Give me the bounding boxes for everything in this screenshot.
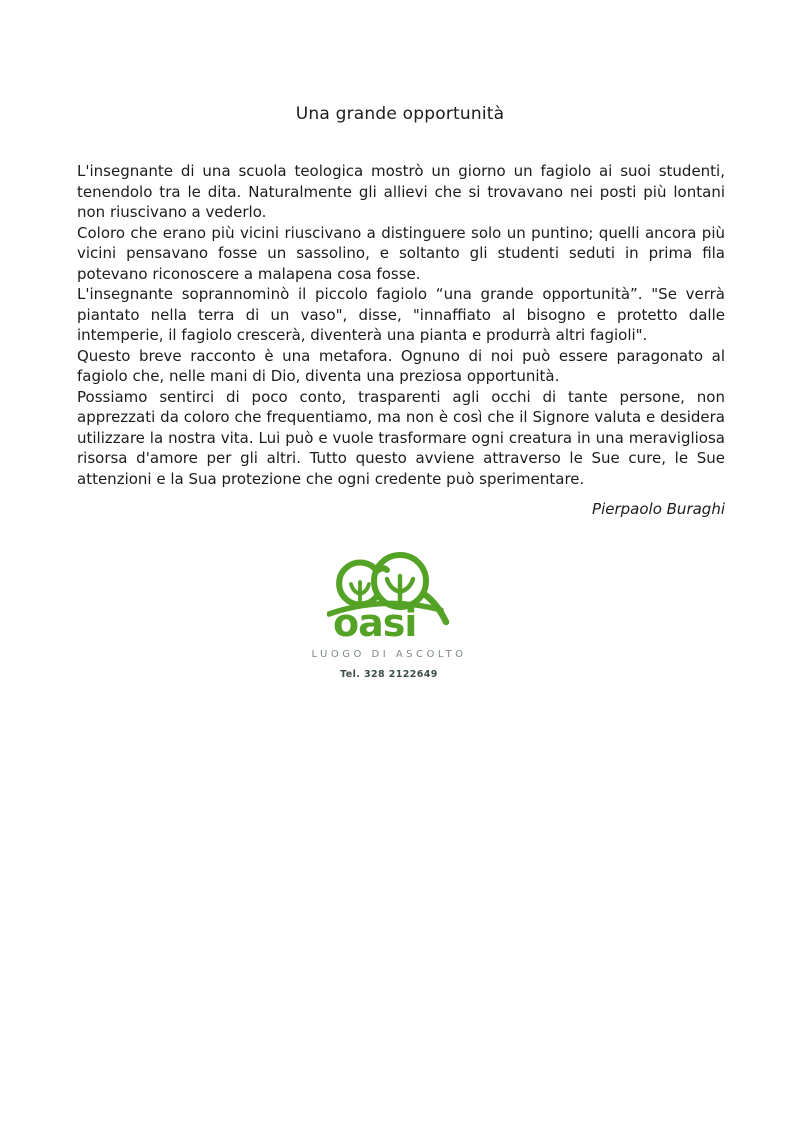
body-paragraph-4: Questo breve racconto è una metafora. Ognuno di noi può essere paragonato al fagiolo che, nelle mani di Dio, diventa una preziosa opportunità. <box>77 346 725 386</box>
body-paragraph-5: Possiamo sentirci di poco conto, trasparenti agli occhi di tante persone, non apprezzati da coloro che frequentiamo, ma non è così che il Signore valuta e desidera utilizzare la nostra vita. Lui può e vuole trasformare ogni creatura in una meravigliosa risorsa d'amore per gli altri. Tutto questo avviene attraverso le Sue cure, le Sue attenzioni e la Sua protezione che ogni credente può sperimentare. <box>77 387 725 488</box>
page-title: Una grande opportunità <box>295 104 505 125</box>
body-paragraph-3: L'insegnante soprannominò il piccolo fagiolo “una grande opportunità”. "Se verrà piantato nella terra di un vaso", disse, "innaffiato al bisogno e protetto dalle intemperie, il fagiolo crescerà, diventerà una pianta e produrrà altri fagioli". <box>77 285 725 345</box>
logo-phone: Tel. 328 2122649 <box>340 669 438 681</box>
author-signature: Pierpaolo Buraghi <box>592 500 725 519</box>
oasi-logo <box>0 550 789 680</box>
logo-brand-text: oasi <box>333 601 417 646</box>
logo-tagline: LUOGO DI ASCOLTO <box>311 649 467 661</box>
logo-mark <box>327 550 451 646</box>
article-body <box>77 161 725 489</box>
body-paragraph-2: Coloro che erano più vicini riuscivano a distinguere solo un puntino; quelli ancora più vicini pensavano fosse un sassolino, e soltanto gli studenti seduti in prima fila potevano riconoscere a malapena cosa fosse. <box>77 223 725 283</box>
body-paragraph-1: L'insegnante di una scuola teologica mostrò un giorno un fagiolo ai suoi studenti, tenendolo tra le dita. Naturalmente gli allievi che si trovavano nei posti più lontani non riuscivano a vederlo. <box>77 162 725 222</box>
